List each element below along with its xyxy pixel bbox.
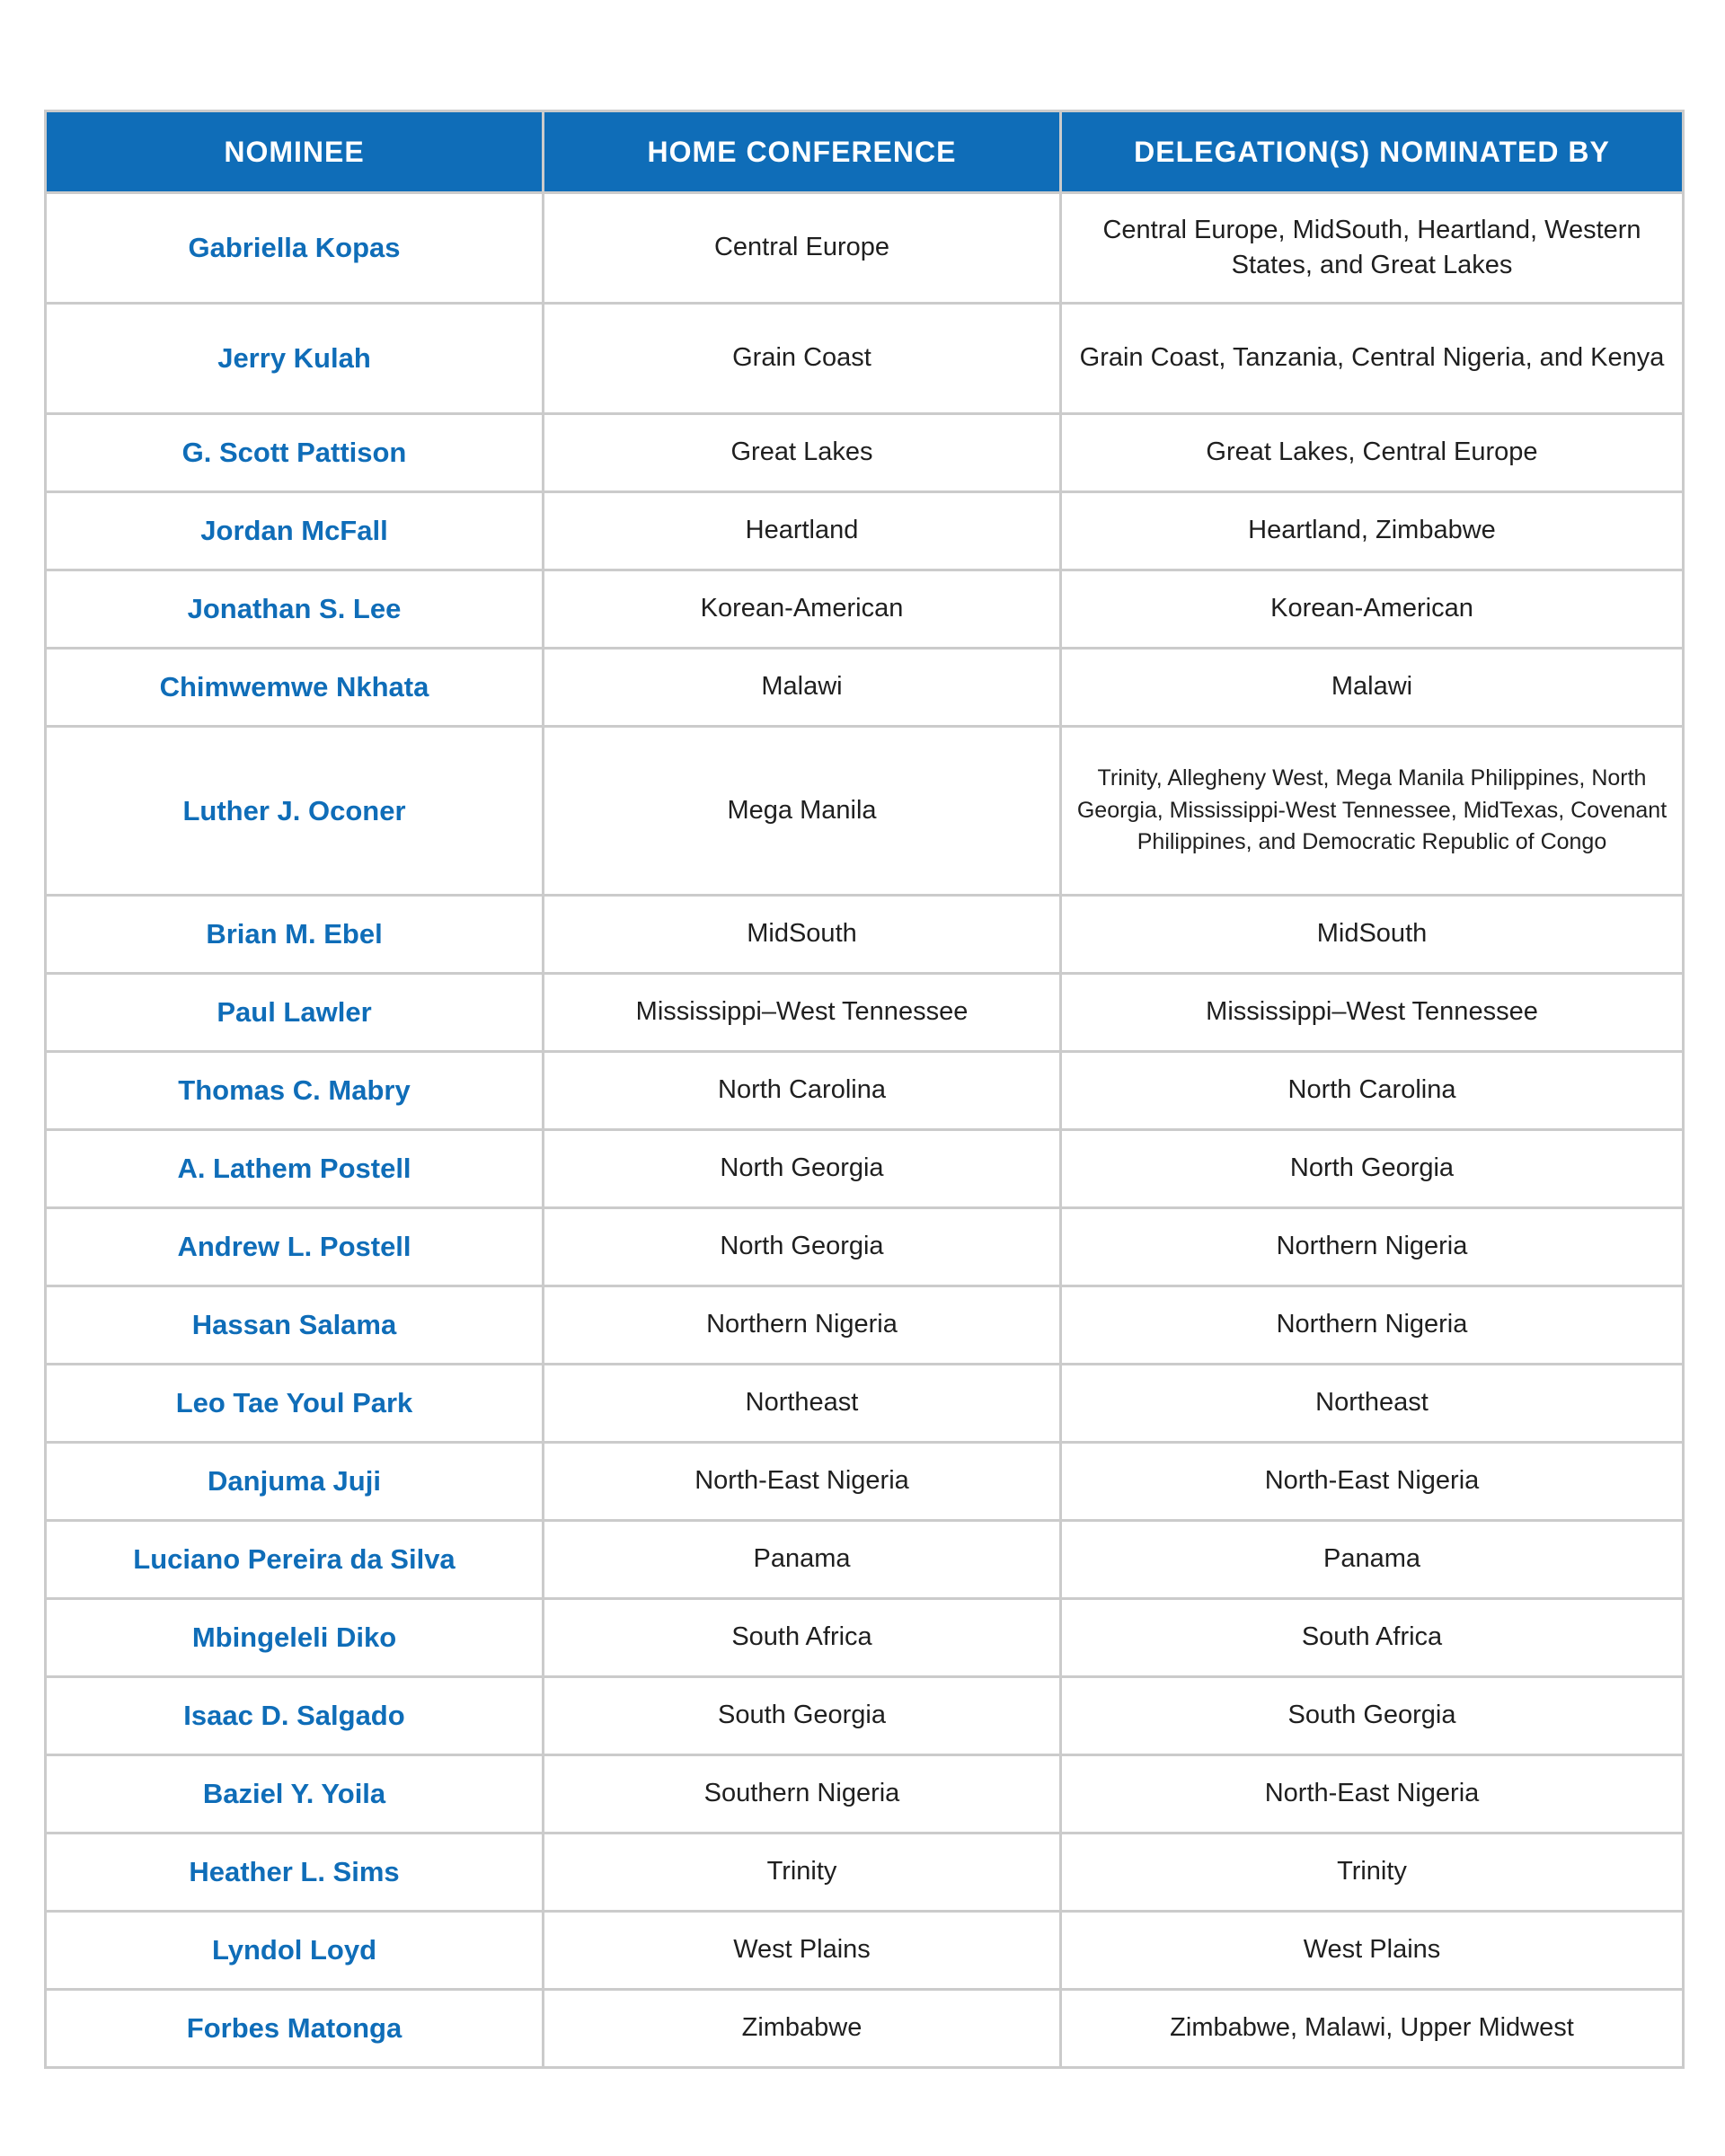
delegations: West Plains <box>1061 1912 1684 1990</box>
table-row <box>46 1677 1684 1755</box>
table-row <box>46 570 1684 649</box>
nominee-name: G. Scott Pattison <box>46 414 544 492</box>
delegations: North Carolina <box>1061 1052 1684 1130</box>
table-row <box>46 1833 1684 1912</box>
table-row <box>46 649 1684 727</box>
delegations: Northeast <box>1061 1365 1684 1443</box>
nominee-name: Hassan Salama <box>46 1286 544 1365</box>
delegations: Malawi <box>1061 649 1684 727</box>
nominee-name: Isaac D. Salgado <box>46 1677 544 1755</box>
table-row <box>46 727 1684 896</box>
home-conference: North-East Nigeria <box>544 1443 1061 1521</box>
table-row <box>46 1286 1684 1365</box>
home-conference: South Georgia <box>544 1677 1061 1755</box>
table-row <box>46 1912 1684 1990</box>
nominees-table <box>44 110 1685 2069</box>
table-row <box>46 1365 1684 1443</box>
delegations: Mississippi–West Tennessee <box>1061 974 1684 1052</box>
header-delegations: DELEGATION(S) NOMINATED BY <box>1061 111 1684 193</box>
home-conference: Heartland <box>544 492 1061 570</box>
table-row <box>46 1208 1684 1286</box>
nominee-name: Jerry Kulah <box>46 304 544 414</box>
delegations: North-East Nigeria <box>1061 1443 1684 1521</box>
home-conference: South Africa <box>544 1599 1061 1677</box>
table-row <box>46 193 1684 304</box>
home-conference: Great Lakes <box>544 414 1061 492</box>
delegations: South Africa <box>1061 1599 1684 1677</box>
table-row <box>46 1599 1684 1677</box>
home-conference: Grain Coast <box>544 304 1061 414</box>
nominee-name: Luther J. Oconer <box>46 727 544 896</box>
home-conference: Northern Nigeria <box>544 1286 1061 1365</box>
delegations: Central Europe, MidSouth, Heartland, Western States, and Great Lakes <box>1061 193 1684 304</box>
nominee-name: Paul Lawler <box>46 974 544 1052</box>
delegations: Zimbabwe, Malawi, Upper Midwest <box>1061 1990 1684 2068</box>
home-conference: North Georgia <box>544 1130 1061 1208</box>
header-row <box>46 111 1684 193</box>
home-conference: North Carolina <box>544 1052 1061 1130</box>
nominee-name: Forbes Matonga <box>46 1990 544 2068</box>
table-header <box>46 111 1684 193</box>
nominee-name: Chimwemwe Nkhata <box>46 649 544 727</box>
table-row <box>46 1990 1684 2068</box>
nominee-name: Thomas C. Mabry <box>46 1052 544 1130</box>
table-row <box>46 1130 1684 1208</box>
home-conference: Zimbabwe <box>544 1990 1061 2068</box>
home-conference: Northeast <box>544 1365 1061 1443</box>
delegations: South Georgia <box>1061 1677 1684 1755</box>
table-row <box>46 414 1684 492</box>
delegations: Northern Nigeria <box>1061 1286 1684 1365</box>
nominee-name: A. Lathem Postell <box>46 1130 544 1208</box>
home-conference: Southern Nigeria <box>544 1755 1061 1833</box>
nominee-name: Brian M. Ebel <box>46 896 544 974</box>
delegations: Trinity <box>1061 1833 1684 1912</box>
delegations: MidSouth <box>1061 896 1684 974</box>
nominee-name: Danjuma Juji <box>46 1443 544 1521</box>
nominee-name: Baziel Y. Yoila <box>46 1755 544 1833</box>
delegations: Heartland, Zimbabwe <box>1061 492 1684 570</box>
nominee-name: Jordan McFall <box>46 492 544 570</box>
table-row <box>46 896 1684 974</box>
header-nominee: NOMINEE <box>46 111 544 193</box>
table-row <box>46 492 1684 570</box>
table-row <box>46 1443 1684 1521</box>
delegations: Great Lakes, Central Europe <box>1061 414 1684 492</box>
home-conference: Panama <box>544 1521 1061 1599</box>
home-conference: Mississippi–West Tennessee <box>544 974 1061 1052</box>
home-conference: MidSouth <box>544 896 1061 974</box>
nominee-name: Gabriella Kopas <box>46 193 544 304</box>
table-row <box>46 1521 1684 1599</box>
home-conference: Korean-American <box>544 570 1061 649</box>
delegations: Northern Nigeria <box>1061 1208 1684 1286</box>
delegations: Panama <box>1061 1521 1684 1599</box>
table-row <box>46 1052 1684 1130</box>
delegations: Grain Coast, Tanzania, Central Nigeria, and Kenya <box>1061 304 1684 414</box>
nominee-name: Mbingeleli Diko <box>46 1599 544 1677</box>
table-body <box>46 193 1684 2068</box>
home-conference: West Plains <box>544 1912 1061 1990</box>
header-home-conference: HOME CONFERENCE <box>544 111 1061 193</box>
home-conference: Malawi <box>544 649 1061 727</box>
home-conference: Trinity <box>544 1833 1061 1912</box>
home-conference: Mega Manila <box>544 727 1061 896</box>
delegations: North-East Nigeria <box>1061 1755 1684 1833</box>
delegations: Korean-American <box>1061 570 1684 649</box>
table-row <box>46 304 1684 414</box>
delegations: Trinity, Allegheny West, Mega Manila Philippines, North Georgia, Mississippi-West Tennessee, MidTexas, Covenant Philippines, and Democratic Republic of Congo <box>1061 727 1684 896</box>
home-conference: North Georgia <box>544 1208 1061 1286</box>
table-row <box>46 974 1684 1052</box>
nominee-name: Lyndol Loyd <box>46 1912 544 1990</box>
nominee-name: Heather L. Sims <box>46 1833 544 1912</box>
nominee-name: Leo Tae Youl Park <box>46 1365 544 1443</box>
home-conference: Central Europe <box>544 193 1061 304</box>
table-row <box>46 1755 1684 1833</box>
nominee-name: Luciano Pereira da Silva <box>46 1521 544 1599</box>
delegations: North Georgia <box>1061 1130 1684 1208</box>
nominee-name: Jonathan S. Lee <box>46 570 544 649</box>
nominee-name: Andrew L. Postell <box>46 1208 544 1286</box>
